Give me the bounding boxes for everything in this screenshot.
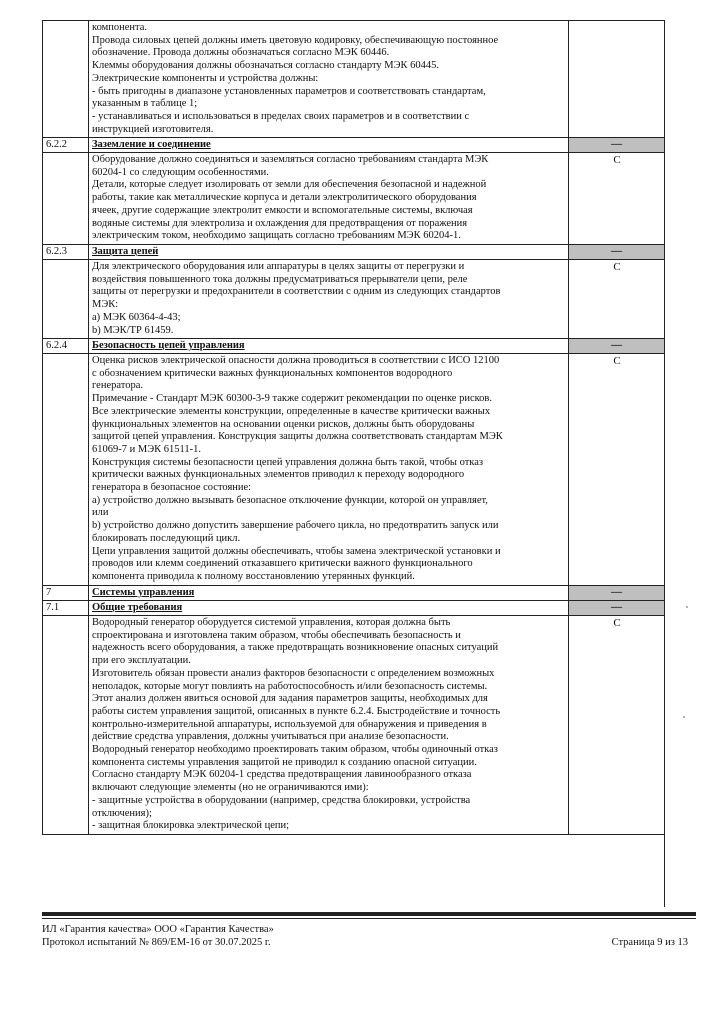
text-line: ячеек, другие содержащие электролит емкости и вспомогательные системы, включая [92, 204, 473, 216]
section-title: Системы управления [89, 586, 569, 601]
text-line: компонента. [92, 22, 148, 33]
text-line: или [92, 507, 109, 519]
text-line: a) МЭК 60364-4-43; [92, 311, 181, 323]
section-number: 7 [43, 586, 89, 601]
text-line: инструкцией изготовителя. [92, 123, 214, 135]
requirement-text [89, 260, 569, 339]
text-line: Электрические компоненты и устройства должны: [92, 72, 319, 84]
text-line: указанным в таблице 1; [92, 98, 198, 110]
section-heading-row [43, 339, 665, 354]
text-line: функциональных элементов на основании оценки рисков, должны быть оборудованы [92, 418, 475, 430]
section-title: Общие требования [89, 601, 569, 616]
text-line: воздействия повышенного тока должны предусматриваться прерыватели цепи, реле [92, 273, 468, 285]
section-number: 6.2.3 [43, 245, 89, 260]
text-line: компонента системы управления защитой не приводил к созданию опасной ситуации. [92, 756, 477, 768]
section-number-empty [43, 260, 89, 339]
text-line: - защитная блокировка электрической цепи; [92, 820, 290, 832]
text-line: генератора в безопасное состояние: [92, 482, 252, 494]
footer-rule-thin [42, 918, 696, 919]
text-line: при его эксплуатации. [92, 655, 191, 667]
verdict-not-applicable-cell [569, 586, 665, 601]
footer-rule-thick [42, 912, 696, 916]
requirement-text [89, 153, 569, 245]
text-line: 61069-7 и МЭК 61511-1. [92, 443, 201, 455]
text-line: Для электрического оборудования или аппаратуры в целях защиты от перегрузки и [92, 261, 465, 272]
text-line: Цепи управления защитой должны обеспечивать, чтобы замена электрической установки и [92, 545, 501, 557]
text-line: неполадок, которые могут повлиять на работоспособность и/или безопасность системы. [92, 680, 488, 692]
footer-protocol-number: Протокол испытаний № 869/ЕМ-16 от 30.07.2025 г. [42, 936, 271, 948]
scan-speck [686, 606, 688, 608]
text-line: Водородный генератор оборудуется системой управления, которая должна быть [92, 617, 451, 628]
requirement-row [43, 153, 665, 245]
section-heading-row [43, 138, 665, 153]
text-line: действие средства управления, должны учитываться при анализе безопасности. [92, 731, 449, 743]
text-line: - быть пригодны в диапазоне установленных параметров и соответствовать стандартам, [92, 85, 486, 97]
footer-lab-name: ИЛ «Гарантия качества» ООО «Гарантия Качества» [42, 924, 274, 935]
text-line: защитой цепей управления. Конструкция защиты должна соответствовать стандартам МЭК [92, 431, 503, 443]
verdict-cell [569, 21, 665, 138]
section-number-empty [43, 354, 89, 586]
section-heading-row [43, 586, 665, 601]
requirement-row [43, 354, 665, 586]
text-line: МЭК: [92, 299, 119, 311]
section-heading-row [43, 601, 665, 616]
verdict-dash: — [611, 600, 622, 613]
text-line: Согласно стандарту МЭК 60204-1 средства предотвращения лавинообразного отказа [92, 769, 472, 781]
scan-speck [683, 716, 685, 718]
verdict-not-applicable-cell [569, 245, 665, 260]
verdict-cell: С [569, 354, 665, 586]
text-line: - защитные устройства в оборудовании (например, средства блокировки, устройства [92, 794, 471, 806]
requirement-text [89, 354, 569, 586]
verdict-not-applicable-cell [569, 601, 665, 616]
text-line: Конструкция системы безопасности цепей управления должна быть такой, чтобы отказ [92, 456, 484, 468]
text-line: блокировать последующий цикл. [92, 532, 241, 544]
requirement-row [43, 616, 665, 835]
section-title: Безопасность цепей управления [89, 339, 569, 354]
section-number: 6.2.2 [43, 138, 89, 153]
text-line: работы, такие как металлические корпуса и детали электролитического оборудования [92, 192, 477, 204]
verdict-cell: С [569, 260, 665, 339]
section-heading-row [43, 245, 665, 260]
verdict-dash: — [611, 137, 622, 150]
text-line: Оценка рисков электрической опасности должна проводиться в соответствии с ИСО 12100 [92, 355, 500, 366]
requirement-text [89, 21, 569, 138]
text-line: защиты от перегрузки и предохранители в соответствии с одним из следующих стандартов [92, 286, 501, 298]
text-line: Детали, которые следует изолировать от земли для обеспечения безопасной и надежной [92, 179, 487, 191]
text-line: проводов или клемм соединений отказавшего критически важного функционального [92, 558, 473, 570]
verdict-cell: С [569, 616, 665, 835]
text-line: b) устройство должно допустить завершение рабочего цикла, но предотвратить запуск или [92, 520, 499, 532]
requirements-table [42, 20, 665, 835]
requirement-row [43, 260, 665, 339]
verdict-not-applicable-cell [569, 339, 665, 354]
text-line: Все электрические элементы конструкции, определенные в качестве критически важных [92, 405, 491, 417]
text-line: Примечание - Стандарт МЭК 60300-3-9 также содержит рекомендации по оценке рисков. [92, 393, 492, 405]
section-number-empty [43, 21, 89, 138]
text-line: b) МЭК/ТР 61459. [92, 324, 174, 336]
text-line: генератора. [92, 380, 143, 392]
table-right-edge [664, 20, 666, 907]
verdict-not-applicable-cell [569, 138, 665, 153]
text-line: включают следующие элементы (но не ограничиваются ими): [92, 782, 369, 794]
text-line: электрическим током, необходимо защищать согласно требованиям МЭК 60204-1. [92, 230, 461, 242]
text-line: a) устройство должно вызывать безопасное отключение функции, которой он управляет, [92, 494, 488, 506]
section-number-empty [43, 616, 89, 835]
text-line: спроектирована и изготовлена таким образом, чтобы обеспечивать безопасность и [92, 629, 461, 641]
text-line: Водородный генератор необходимо проектировать таким образом, чтобы одиночный отказ [92, 744, 498, 756]
text-line: Клеммы оборудования должны обозначаться согласно стандарту МЭК 60445. [92, 60, 440, 72]
page-footer [42, 924, 696, 949]
verdict-dash: — [611, 585, 622, 598]
section-number-empty [43, 153, 89, 245]
text-line: Провода силовых цепей должны иметь цветовую кодировку, обеспечивающую постоянное [92, 34, 499, 46]
text-line: надежность всего оборудования, а также предотвращать возникновение опасных ситуаций [92, 642, 499, 654]
verdict-dash: — [611, 338, 622, 351]
section-title: Заземление и соединение [89, 138, 569, 153]
text-line: критически важных функциональных элементов приводил к переходу водородного [92, 469, 465, 481]
verdict-cell: С [569, 153, 665, 245]
text-line: Этот анализ должен явиться основой для задания параметров защиты, необходимых для [92, 693, 488, 705]
text-line: - устанавливаться и использоваться в пределах своих параметров и в соответствии с [92, 110, 470, 122]
text-line: с обозначением критически важных функциональных компонентов водородного [92, 367, 453, 379]
requirement-row [43, 21, 665, 138]
verdict-dash: — [611, 244, 622, 257]
text-line: 60204-1 со следующим особенностями. [92, 166, 269, 178]
text-line: Изготовитель обязан провести анализ факторов безопасности с определением возможных [92, 667, 495, 679]
section-number: 7.1 [43, 601, 89, 616]
requirement-text [89, 616, 569, 835]
section-number: 6.2.4 [43, 339, 89, 354]
text-line: компонента приводила к полному восстановлению утерянных функций. [92, 570, 415, 582]
text-line: контрольно-измерительной аппаратуры, используемой для обнаружения и приведения в [92, 718, 487, 730]
text-line: водяные системы для электролиза и охлаждения для предотвращения от поражения [92, 217, 468, 229]
section-title: Защита цепей [89, 245, 569, 260]
page-number: Страница 9 из 13 [611, 936, 688, 948]
text-line: Оборудование должно соединяться и заземляться согласно требованиям стандарта МЭК [92, 154, 489, 165]
text-line: отключения); [92, 807, 152, 819]
text-line: обозначение. Провода должны обозначаться согласно МЭК 60446. [92, 47, 390, 59]
text-line: работы систем управления защитой, описанных в пункте 6.2.4. Быстродействие и точность [92, 705, 501, 717]
